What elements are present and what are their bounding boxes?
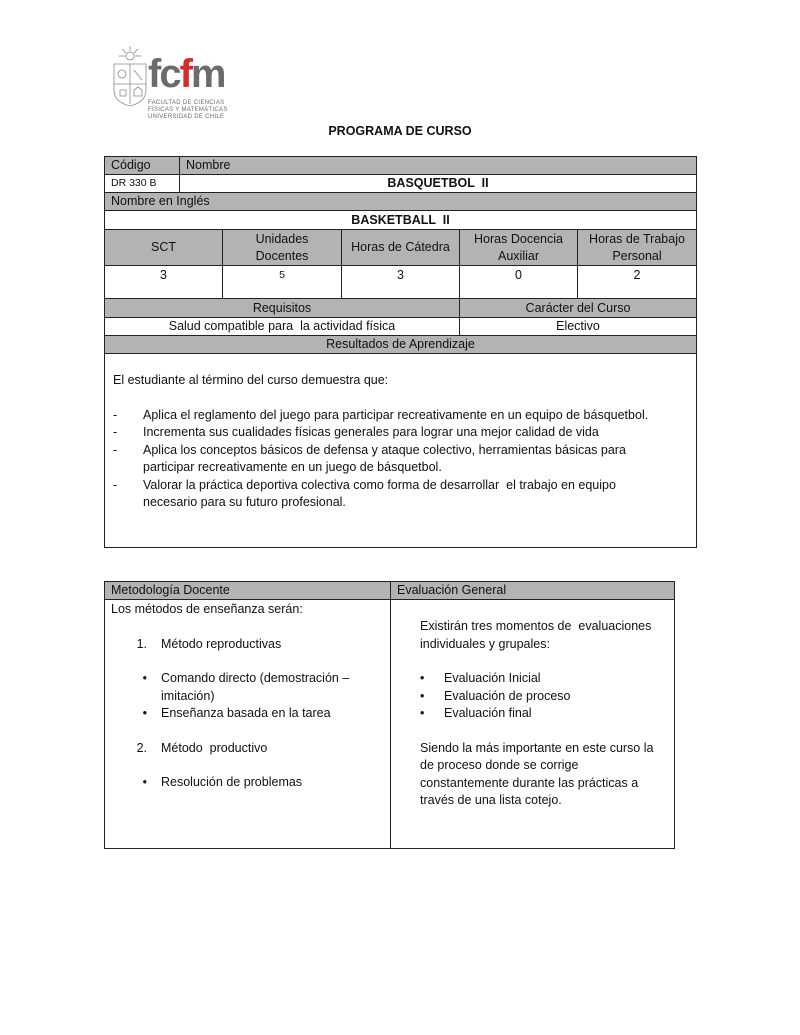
requisitos-label: Requisitos bbox=[104, 298, 460, 318]
evaluacion-item: • Evaluación Inicial bbox=[420, 671, 541, 685]
metodologia-label: Metodología Docente bbox=[104, 581, 391, 600]
horas-catedra-value: 3 bbox=[341, 265, 460, 299]
evaluacion-closing: Siendo la más importante en este curso la de proceso donde se corrige constantemente durante las prácticas a través de una lista cotejo. bbox=[420, 740, 654, 807]
nombre-ingles-value: BASKETBALL II bbox=[104, 210, 697, 230]
codigo-value: DR 330 B bbox=[104, 174, 180, 193]
resultado-item: - Aplica los conceptos básicos de defensa y ataque colectivo, herramientas básicas para participar recreativamente en un juego de básquetbol. bbox=[113, 442, 626, 474]
metodo-item: • Enseñanza basada en la tarea bbox=[142, 706, 331, 720]
caracter-label: Carácter del Curso bbox=[459, 298, 697, 318]
caracter-value: Electivo bbox=[459, 317, 697, 336]
university-crest-icon bbox=[110, 46, 150, 108]
metodo-item: 1. Método reproductivas bbox=[136, 636, 282, 651]
nombre-ingles-label: Nombre en Inglés bbox=[104, 192, 697, 211]
horas-docencia-auxiliar-header: Horas Docencia Auxiliar bbox=[459, 229, 578, 266]
evaluacion-content: Existirán tres momentos de evaluaciones individuales y grupales: • Evaluación Inicial • Evaluación de proceso • Evaluación final Siendo la más importante en este curso la de proceso donde se corrige constantemente durante las prácticas a través de una lista cotejo. bbox=[390, 599, 675, 849]
resultado-item: - Incrementa sus cualidades físicas generales para lograr una mejor calidad de vida bbox=[113, 425, 599, 439]
fcfm-wordmark: fcfm bbox=[148, 52, 225, 96]
fcfm-subtitle: FACULTAD DE CIENCIAS FÍSICAS Y MATEMÁTICAS UNIVERSIDAD DE CHILE bbox=[148, 100, 228, 120]
resultado-item: - Valorar la práctica deportiva colectiva como forma de desarrollar el trabajo en equipo necesario para su futuro profesional. bbox=[113, 477, 620, 509]
metodologia-content: Los métodos de enseñanza serán: 1. Método reproductivas • Comando directo (demostración – imitación) • Enseñanza basada en la tarea 2. Método productivo • Resolución de problemas bbox=[104, 599, 391, 849]
unidades-docentes-header: Unidades Docentes bbox=[222, 229, 342, 266]
nombre-label: Nombre bbox=[179, 156, 697, 175]
fcfm-logo bbox=[110, 44, 235, 126]
horas-catedra-header: Horas de Cátedra bbox=[341, 229, 460, 266]
evaluacion-item: • Evaluación final bbox=[420, 706, 532, 720]
sct-header: SCT bbox=[104, 229, 223, 266]
evaluacion-label: Evaluación General bbox=[390, 581, 675, 600]
horas-docencia-auxiliar-value: 0 bbox=[459, 265, 578, 299]
metodo-item: • Comando directo (demostración – imitación) bbox=[142, 671, 350, 703]
document-title: PROGRAMA DE CURSO bbox=[328, 124, 472, 138]
requisitos-value: Salud compatible para la actividad física bbox=[104, 317, 460, 336]
metodo-item: • Resolución de problemas bbox=[142, 775, 303, 789]
resultados-content bbox=[104, 353, 697, 548]
resultado-item: - Aplica el reglamento del juego para participar recreativamente en un equipo de básquetbol. bbox=[113, 407, 649, 422]
resultados-label: Resultados de Aprendizaje bbox=[104, 335, 697, 354]
codigo-label: Código bbox=[104, 156, 180, 175]
resultados-intro: El estudiante al término del curso demuestra que: bbox=[113, 373, 389, 387]
unidades-docentes-value: 5 bbox=[222, 265, 342, 299]
sct-value: 3 bbox=[104, 265, 223, 299]
horas-trabajo-personal-value: 2 bbox=[577, 265, 697, 299]
metodo-item: 2. Método productivo bbox=[136, 740, 268, 755]
nombre-value: BASQUETBOL II bbox=[179, 174, 697, 193]
horas-trabajo-personal-header: Horas de Trabajo Personal bbox=[577, 229, 697, 266]
evaluacion-item: • Evaluación de proceso bbox=[420, 688, 571, 703]
